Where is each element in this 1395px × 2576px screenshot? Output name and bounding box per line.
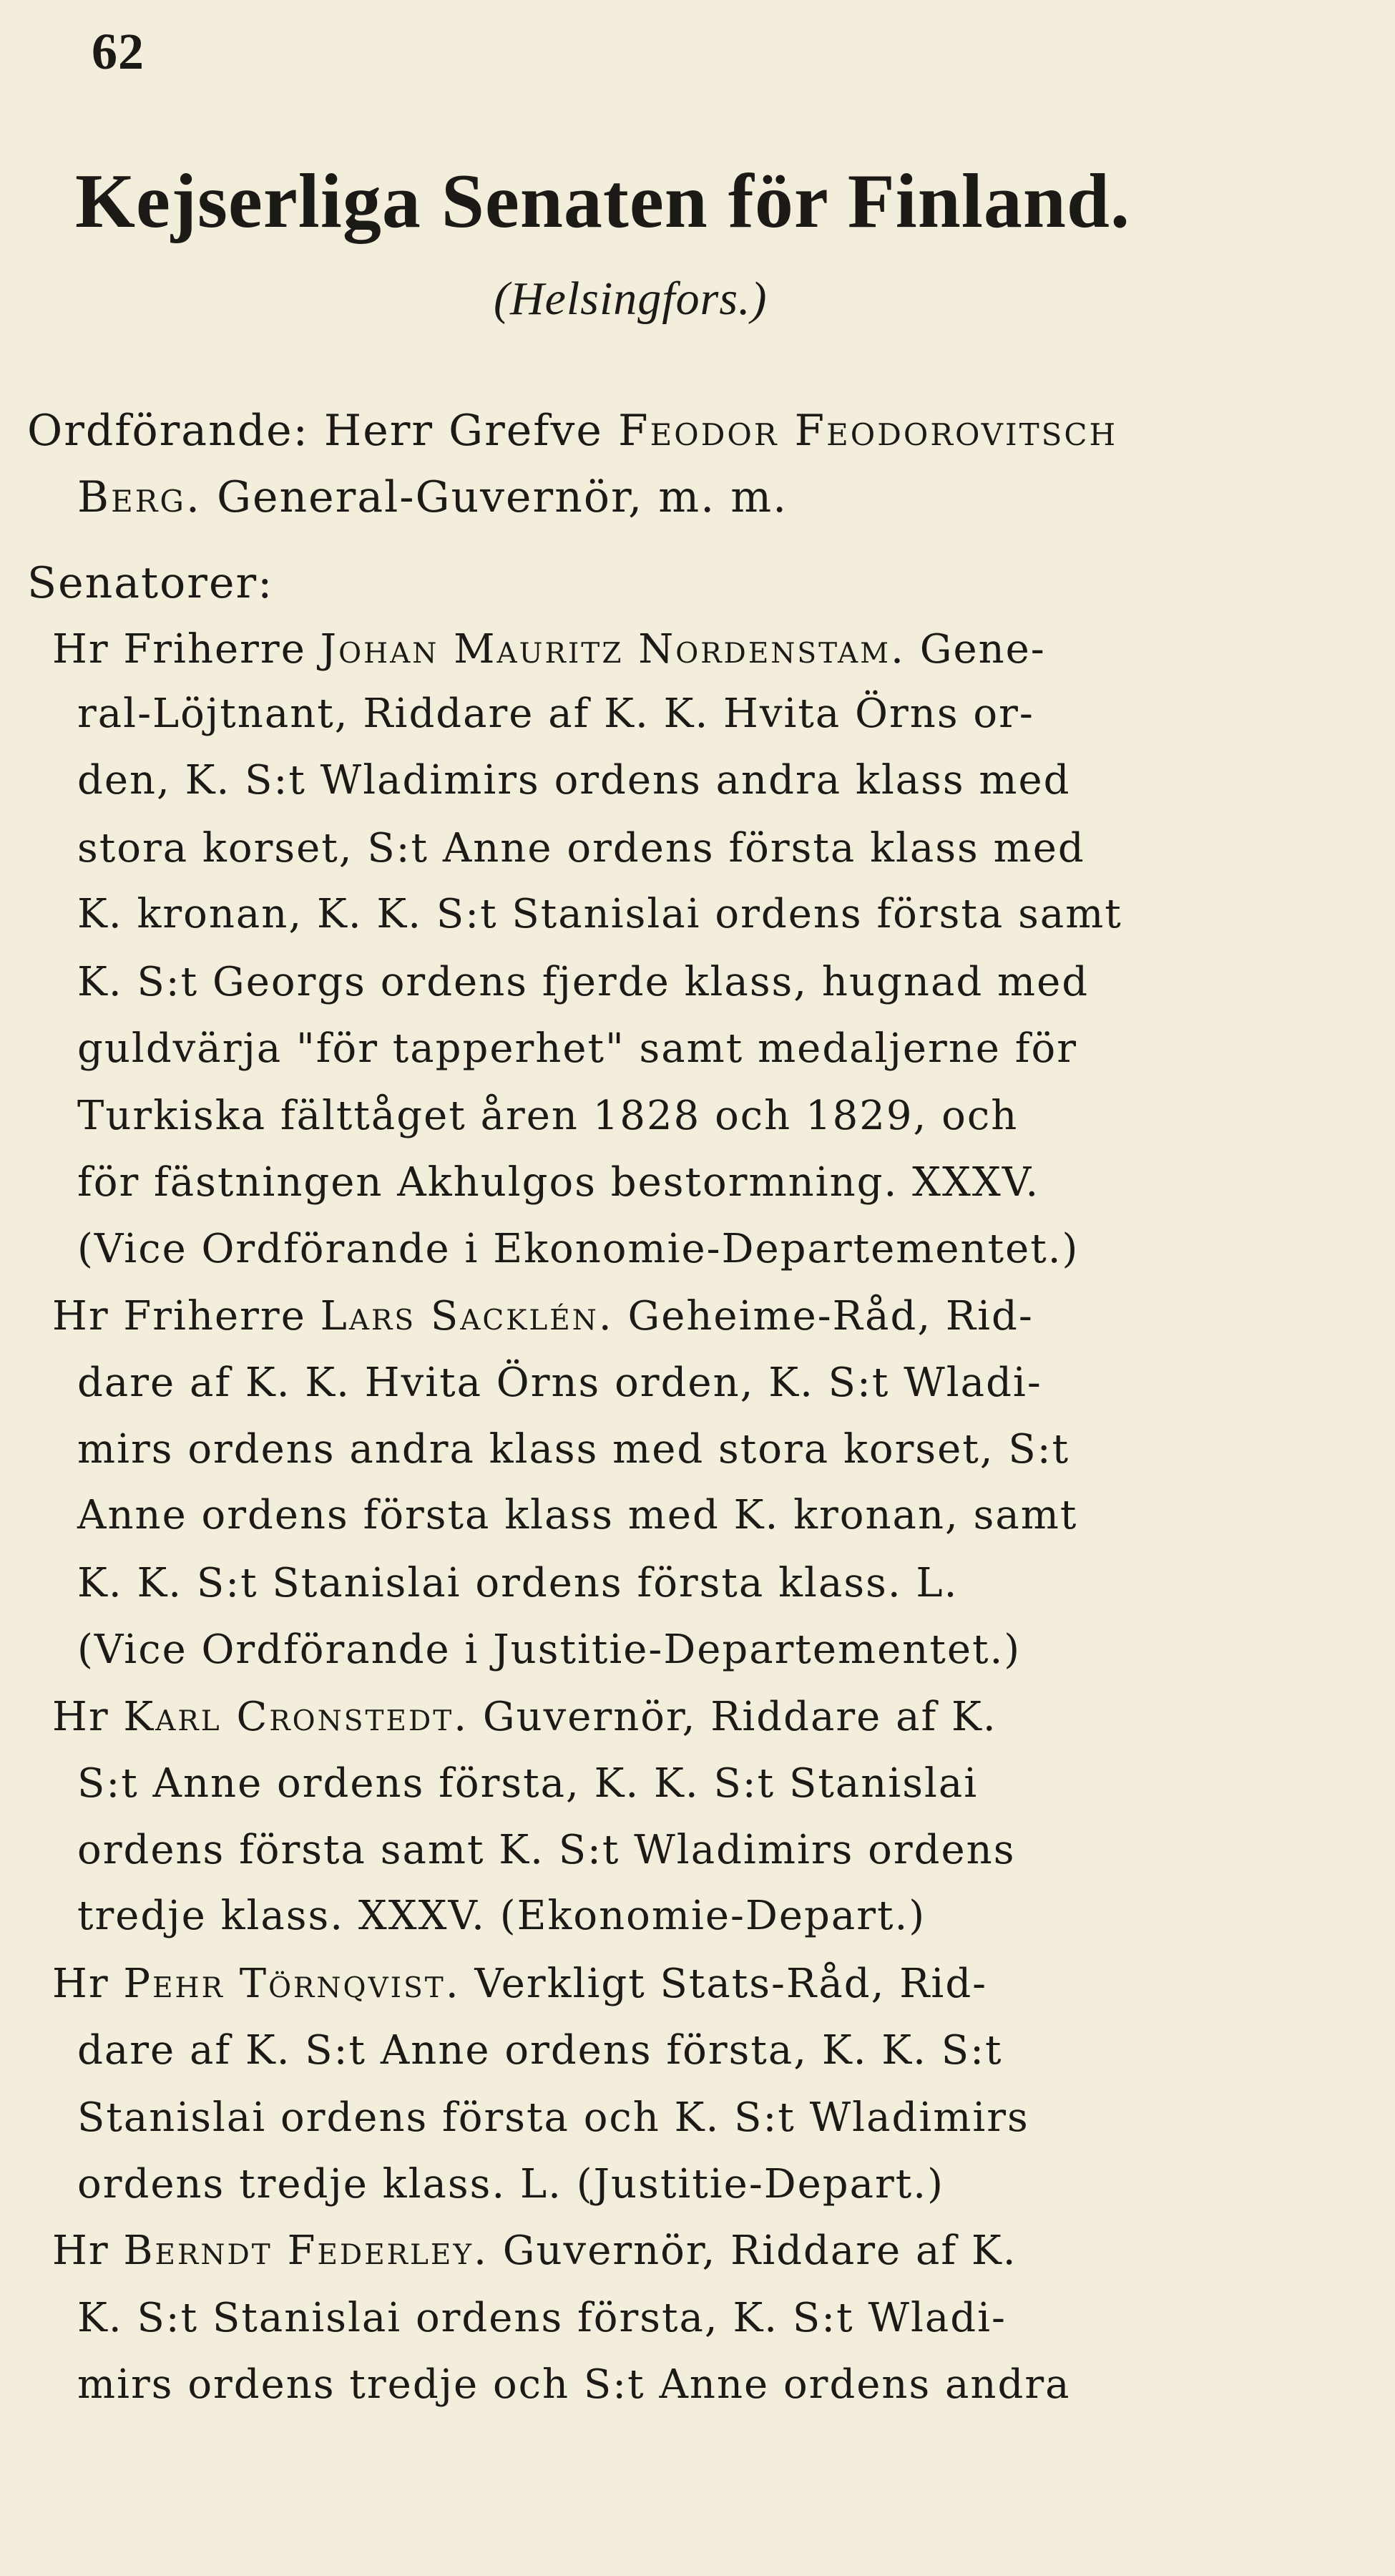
senator-4-name: Pehr Törnqvist.: [123, 1961, 461, 2007]
senator-2-line-6: (Vice Ordförande i Justitie-Departementet.): [77, 1626, 1022, 1673]
senator-3-line-2: S:t Anne ordens första, K. K. S:t Stanislai: [77, 1760, 979, 1807]
senator-1-line-7: guldvärja "för tapperhet" samt medaljerne för: [77, 1025, 1077, 1072]
senator-2-line-5: K. K. S:t Stanislai ordens första klass. L.: [77, 1560, 959, 1606]
senator-5-line-2: K. S:t Stanislai ordens första, K. S:t Wladi-: [77, 2295, 1007, 2341]
chair-line-2: [77, 472, 788, 522]
page-title: Kejserliga Senaten för Finland.: [75, 159, 1130, 244]
senator-2-name: Lars Sacklén.: [320, 1293, 614, 1340]
senator-4-honorific: Hr: [52, 1961, 124, 2007]
senator-4-line-3: Stanislai ordens första och K. S:t Wladimirs: [77, 2094, 1029, 2141]
chair-name: Feodor Feodorovitsch: [617, 406, 1118, 456]
senator-5-line-3: mirs ordens tredje och S:t Anne ordens andra: [77, 2361, 1071, 2408]
chair-title: General-Guvernör, m. m.: [202, 472, 788, 522]
senator-1-line-2: ral-Löjtnant, Riddare af K. K. Hvita Örns or-: [77, 691, 1034, 737]
senator-3-line-4: tredje klass. XXXV. (Ekonomie-Depart.): [77, 1893, 926, 1939]
senator-4-line-1: [52, 1961, 988, 2007]
senator-3-line-1: [52, 1694, 997, 1740]
senator-5-title: Guvernör, Riddare af K.: [488, 2228, 1017, 2274]
senator-1-line-6: K. S:t Georgs ordens fjerde klass, hugnad med: [77, 959, 1090, 1005]
senator-1-line-10: (Vice Ordförande i Ekonomie-Departementet.): [77, 1226, 1080, 1272]
chair-line-1: [27, 406, 1118, 456]
senator-1-line-5: K. kronan, K. K. S:t Stanislai ordens första samt: [77, 891, 1122, 937]
senator-1-name: Johan Mauritz Nordenstam.: [320, 626, 906, 673]
senator-1-line-1: [52, 626, 1046, 673]
senator-1-line-8: Turkiska fälttåget åren 1828 och 1829, och: [77, 1093, 1019, 1139]
chair-surname: Berg.: [77, 472, 202, 522]
senator-5-line-1: [52, 2228, 1017, 2274]
senator-2-line-1: [52, 1293, 1034, 1340]
senator-1-line-3: den, K. S:t Wladimirs ordens andra klass med: [77, 757, 1071, 804]
senator-2-line-4: Anne ordens första klass med K. kronan, samt: [77, 1492, 1078, 1538]
senator-3-honorific: Hr: [52, 1694, 124, 1740]
senator-1-line-9: för fästningen Akhulgos bestormning. XXXV.: [77, 1159, 1040, 1206]
page-number: 62: [92, 23, 145, 80]
senator-2-honorific: Hr Friherre: [52, 1293, 320, 1340]
senator-2-line-3: mirs ordens andra klass med stora korset, S:t: [77, 1426, 1070, 1473]
senator-2-line-2: dare af K. K. Hvita Örns orden, K. S:t Wladi-: [77, 1360, 1042, 1406]
senator-1-honorific: Hr Friherre: [52, 626, 320, 673]
senators-heading: Senatorer:: [27, 558, 274, 608]
page-subtitle: (Helsingfors.): [494, 273, 768, 325]
senator-2-title: Geheime-Råd, Rid-: [613, 1293, 1034, 1340]
senator-1-title: Gene-: [905, 626, 1046, 673]
chair-label: Ordförande: Herr Grefve: [27, 406, 618, 456]
senator-5-name: Berndt Federley.: [123, 2228, 489, 2274]
senator-4-title: Verkligt Stats-Råd, Rid-: [460, 1961, 988, 2007]
senator-3-name: Karl Cronstedt.: [123, 1694, 469, 1740]
senator-4-line-4: ordens tredje klass. L. (Justitie-Depart.): [77, 2161, 944, 2207]
senator-3-line-3: ordens första samt K. S:t Wladimirs ordens: [77, 1827, 1016, 1873]
senator-3-title: Guvernör, Riddare af K.: [469, 1694, 997, 1740]
senator-5-honorific: Hr: [52, 2228, 124, 2274]
senator-1-line-4: stora korset, S:t Anne ordens första klass med: [77, 825, 1085, 872]
senator-4-line-2: dare af K. S:t Anne ordens första, K. K. S:t: [77, 2027, 1003, 2074]
